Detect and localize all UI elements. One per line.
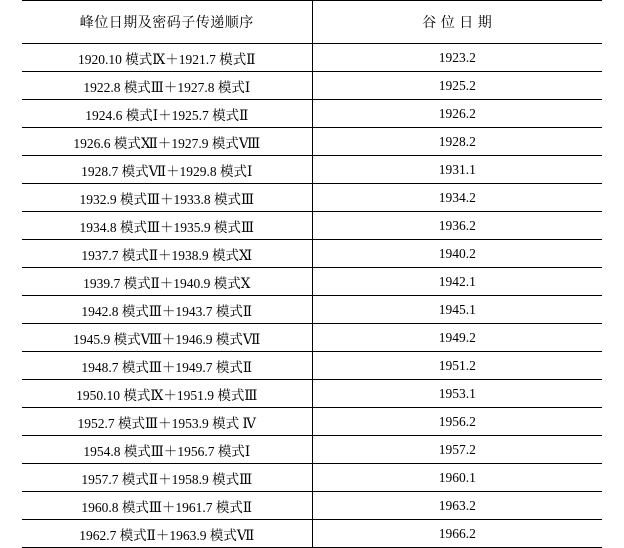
table-row bbox=[22, 352, 602, 380]
cell-peak: 1942.8 模式Ⅲ＋1943.7 模式Ⅱ bbox=[22, 296, 312, 324]
peak-trough-table bbox=[22, 0, 602, 548]
cell-peak: 1920.10 模式Ⅸ＋1921.7 模式Ⅱ bbox=[22, 44, 312, 72]
cell-trough: 1940.2 bbox=[312, 240, 602, 268]
cell-peak: 1924.6 模式Ⅰ＋1925.7 模式Ⅱ bbox=[22, 100, 312, 128]
table-row bbox=[22, 100, 602, 128]
cell-peak: 1922.8 模式Ⅲ＋1927.8 模式Ⅰ bbox=[22, 72, 312, 100]
cell-trough: 1949.2 bbox=[312, 324, 602, 352]
cell-peak: 1934.8 模式Ⅲ＋1935.9 模式Ⅲ bbox=[22, 212, 312, 240]
table-row bbox=[22, 268, 602, 296]
cell-trough: 1942.1 bbox=[312, 268, 602, 296]
table-header bbox=[22, 1, 602, 44]
cell-trough: 1945.1 bbox=[312, 296, 602, 324]
cell-trough: 1934.2 bbox=[312, 184, 602, 212]
table-row bbox=[22, 324, 602, 352]
cell-trough: 1957.2 bbox=[312, 436, 602, 464]
cell-peak: 1954.8 模式Ⅲ＋1956.7 模式Ⅰ bbox=[22, 436, 312, 464]
column-header-trough: 谷 位 日 期 bbox=[312, 1, 602, 44]
cell-trough: 1936.2 bbox=[312, 212, 602, 240]
column-header-peak: 峰位日期及密码子传递顺序 bbox=[22, 1, 312, 44]
cell-peak: 1937.7 模式Ⅱ＋1938.9 模式Ⅺ bbox=[22, 240, 312, 268]
cell-peak: 1939.7 模式Ⅱ＋1940.9 模式Ⅹ bbox=[22, 268, 312, 296]
cell-trough: 1923.2 bbox=[312, 44, 602, 72]
table-row bbox=[22, 464, 602, 492]
cell-trough: 1953.1 bbox=[312, 380, 602, 408]
table-row bbox=[22, 240, 602, 268]
cell-peak: 1960.8 模式Ⅲ＋1961.7 模式Ⅱ bbox=[22, 492, 312, 520]
cell-peak: 1928.7 模式Ⅶ＋1929.8 模式Ⅰ bbox=[22, 156, 312, 184]
cell-trough: 1926.2 bbox=[312, 100, 602, 128]
cell-trough: 1963.2 bbox=[312, 492, 602, 520]
table-row bbox=[22, 296, 602, 324]
table-row bbox=[22, 128, 602, 156]
table-row bbox=[22, 520, 602, 548]
cell-peak: 1945.9 模式Ⅷ＋1946.9 模式Ⅶ bbox=[22, 324, 312, 352]
cell-peak: 1962.7 模式Ⅱ＋1963.9 模式Ⅶ bbox=[22, 520, 312, 548]
table-row bbox=[22, 380, 602, 408]
cell-peak: 1957.7 模式Ⅱ＋1958.9 模式Ⅲ bbox=[22, 464, 312, 492]
table-row bbox=[22, 436, 602, 464]
cell-trough: 1966.2 bbox=[312, 520, 602, 548]
cell-trough: 1931.1 bbox=[312, 156, 602, 184]
table-row bbox=[22, 184, 602, 212]
header-row bbox=[22, 1, 602, 44]
cell-peak: 1932.9 模式Ⅲ＋1933.8 模式Ⅲ bbox=[22, 184, 312, 212]
cell-peak: 1952.7 模式Ⅲ＋1953.9 模式 Ⅳ bbox=[22, 408, 312, 436]
table-row bbox=[22, 408, 602, 436]
cell-trough: 1951.2 bbox=[312, 352, 602, 380]
table-row bbox=[22, 212, 602, 240]
table-row bbox=[22, 492, 602, 520]
cell-peak: 1950.10 模式Ⅸ＋1951.9 模式Ⅲ bbox=[22, 380, 312, 408]
cell-trough: 1960.1 bbox=[312, 464, 602, 492]
cell-trough: 1925.2 bbox=[312, 72, 602, 100]
cell-peak: 1948.7 模式Ⅲ＋1949.7 模式Ⅱ bbox=[22, 352, 312, 380]
table-body bbox=[22, 44, 602, 548]
cell-trough: 1956.2 bbox=[312, 408, 602, 436]
table-row bbox=[22, 72, 602, 100]
cell-peak: 1926.6 模式Ⅻ＋1927.9 模式Ⅷ bbox=[22, 128, 312, 156]
table-row bbox=[22, 156, 602, 184]
cell-trough: 1928.2 bbox=[312, 128, 602, 156]
table-row bbox=[22, 44, 602, 72]
